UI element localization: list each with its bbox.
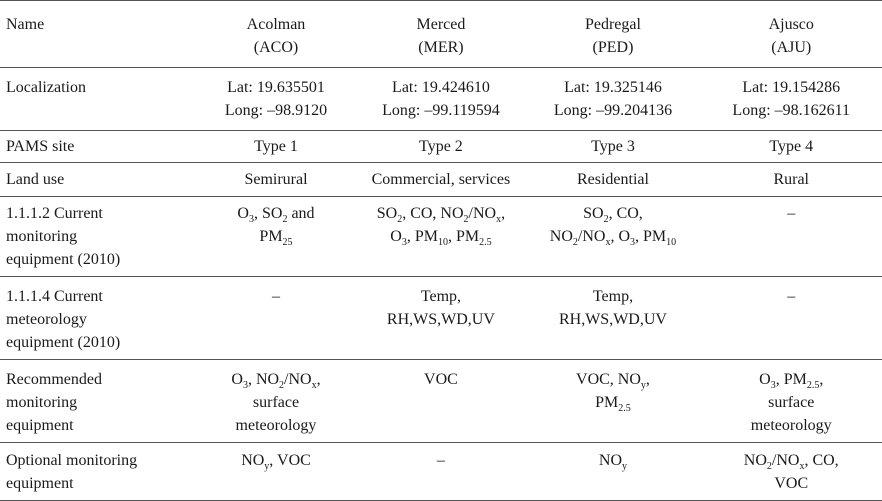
long-mer: Long: –99.119594 [382, 102, 500, 119]
long-aco: Long: –98.9120 [224, 102, 328, 119]
equipment-line: $NO_2/NO_x$, CO, [743, 452, 839, 472]
lat-ped: Lat: 19.325146 [564, 79, 662, 96]
equipment-line: $NO_y$ [598, 452, 628, 472]
site-name-mer: Merced [416, 16, 466, 33]
lat-aju: Lat: 19.154286 [742, 79, 841, 96]
recommended-ped [525, 360, 700, 443]
label-line: equipment [6, 475, 74, 492]
equipment-line: surface [252, 394, 300, 411]
equipment-line: $O_3$, $NO_2/NO_x$, [231, 371, 321, 391]
optional-aco [196, 443, 357, 501]
equipment-line: $PM_{2.5}$ [595, 394, 631, 414]
current-meteorology-aju: – [700, 277, 882, 360]
table-row-current-monitoring [0, 197, 882, 277]
localization-aco [196, 68, 357, 131]
equipment-line: meteorology [750, 417, 832, 434]
equipment-line: $O_3$, $PM_{2.5}$, [759, 371, 824, 391]
row-label-land-use: Land use [0, 163, 196, 197]
recommended-aco [196, 360, 357, 443]
name-header: Name [6, 16, 45, 33]
name-header-cell [0, 1, 196, 68]
site-header-aco [196, 1, 357, 68]
equipment-line: $O_3$, $SO_2$ and [237, 205, 315, 225]
current-meteorology-aco: – [196, 277, 357, 360]
equipment-line: $NO_2/NO_x$, $O_3$, $PM_{10}$ [549, 228, 677, 248]
localization-ped [525, 68, 700, 131]
table-row-current-meteorology [0, 277, 882, 360]
optional-mer: – [356, 443, 525, 501]
equipment-line: $PM_{25}$ [259, 228, 293, 248]
land-use-ped: Residential [525, 163, 700, 197]
pams-type-aju: Type 4 [700, 131, 882, 163]
current-meteorology-ped [525, 277, 700, 360]
table-row-pams-site [0, 131, 882, 163]
long-ped: Long: –99.204136 [553, 102, 673, 119]
equipment-line: $SO_2$, CO, $NO_2/NO_x$, [376, 205, 506, 225]
label-line: equipment [6, 417, 74, 434]
site-code-mer: (MER) [418, 39, 464, 56]
pams-type-ped: Type 3 [525, 131, 700, 163]
current-monitoring-aco [196, 197, 357, 277]
pams-type-aco: Type 1 [196, 131, 357, 163]
label-line: equipment (2010) [6, 251, 121, 268]
recommended-mer: VOC [356, 360, 525, 443]
label-line: 1.1.1.2 Current [6, 205, 103, 222]
equipment-line: $SO_2$, CO, [583, 205, 643, 225]
equipment-line: surface [768, 394, 815, 411]
table-row-land-use [0, 163, 882, 197]
equipment-line: meteorology [235, 417, 317, 434]
label-line: monitoring [6, 394, 78, 411]
equipment-line: VOC [774, 475, 809, 492]
equipment-line: RH,WS,WD,UV [558, 311, 667, 328]
label-line: 1.1.1.4 Current [6, 288, 103, 305]
label-line: Optional monitoring [6, 452, 138, 469]
pams-type-mer: Type 2 [356, 131, 525, 163]
equipment-line: Temp, [592, 288, 634, 305]
site-code-ped: (PED) [592, 39, 634, 56]
row-label-localization: Localization [0, 68, 196, 131]
lat-mer: Lat: 19.424610 [392, 79, 490, 96]
row-label-recommended [0, 360, 196, 443]
optional-aju [700, 443, 882, 501]
label-line: Recommended [6, 371, 102, 388]
recommended-aju [700, 360, 882, 443]
row-label-current-meteorology [0, 277, 196, 360]
label-line: meteorology [6, 311, 87, 328]
site-name-ped: Pedregal [584, 16, 641, 33]
site-code-aju: (AJU) [771, 39, 812, 56]
optional-ped [525, 443, 700, 501]
label-line: monitoring [6, 228, 78, 245]
site-header-mer [356, 1, 525, 68]
current-meteorology-mer [356, 277, 525, 360]
equipment-line: $O_3$, $PM_{10}$, $PM_{2.5}$ [390, 228, 492, 248]
site-header-ped [525, 1, 700, 68]
localization-aju [700, 68, 882, 131]
table-row-optional [0, 443, 882, 501]
table-row-header [0, 1, 882, 68]
current-monitoring-mer [356, 197, 525, 277]
label-line: equipment (2010) [6, 334, 121, 351]
site-name-aco: Acolman [246, 16, 306, 33]
equipment-line: VOC, $NO_y$, [576, 371, 650, 391]
table-row-localization [0, 68, 882, 131]
current-monitoring-ped [525, 197, 700, 277]
localization-mer [356, 68, 525, 131]
site-code-aco: (ACO) [253, 39, 299, 56]
long-aju: Long: –98.162611 [732, 102, 851, 119]
land-use-aco: Semirural [196, 163, 357, 197]
equipment-line: $NO_y$, VOC [241, 452, 311, 472]
current-monitoring-aju: – [700, 197, 882, 277]
lat-aco: Lat: 19.635501 [227, 79, 325, 96]
table-row-recommended [0, 360, 882, 443]
site-header-aju [700, 1, 882, 68]
equipment-line: RH,WS,WD,UV [386, 311, 495, 328]
row-label-current-monitoring [0, 197, 196, 277]
row-label-optional [0, 443, 196, 501]
land-use-aju: Rural [700, 163, 882, 197]
row-label-pams-site: PAMS site [0, 131, 196, 163]
site-name-aju: Ajusco [768, 16, 814, 33]
land-use-mer: Commercial, services [356, 163, 525, 197]
equipment-line: Temp, [420, 288, 462, 305]
